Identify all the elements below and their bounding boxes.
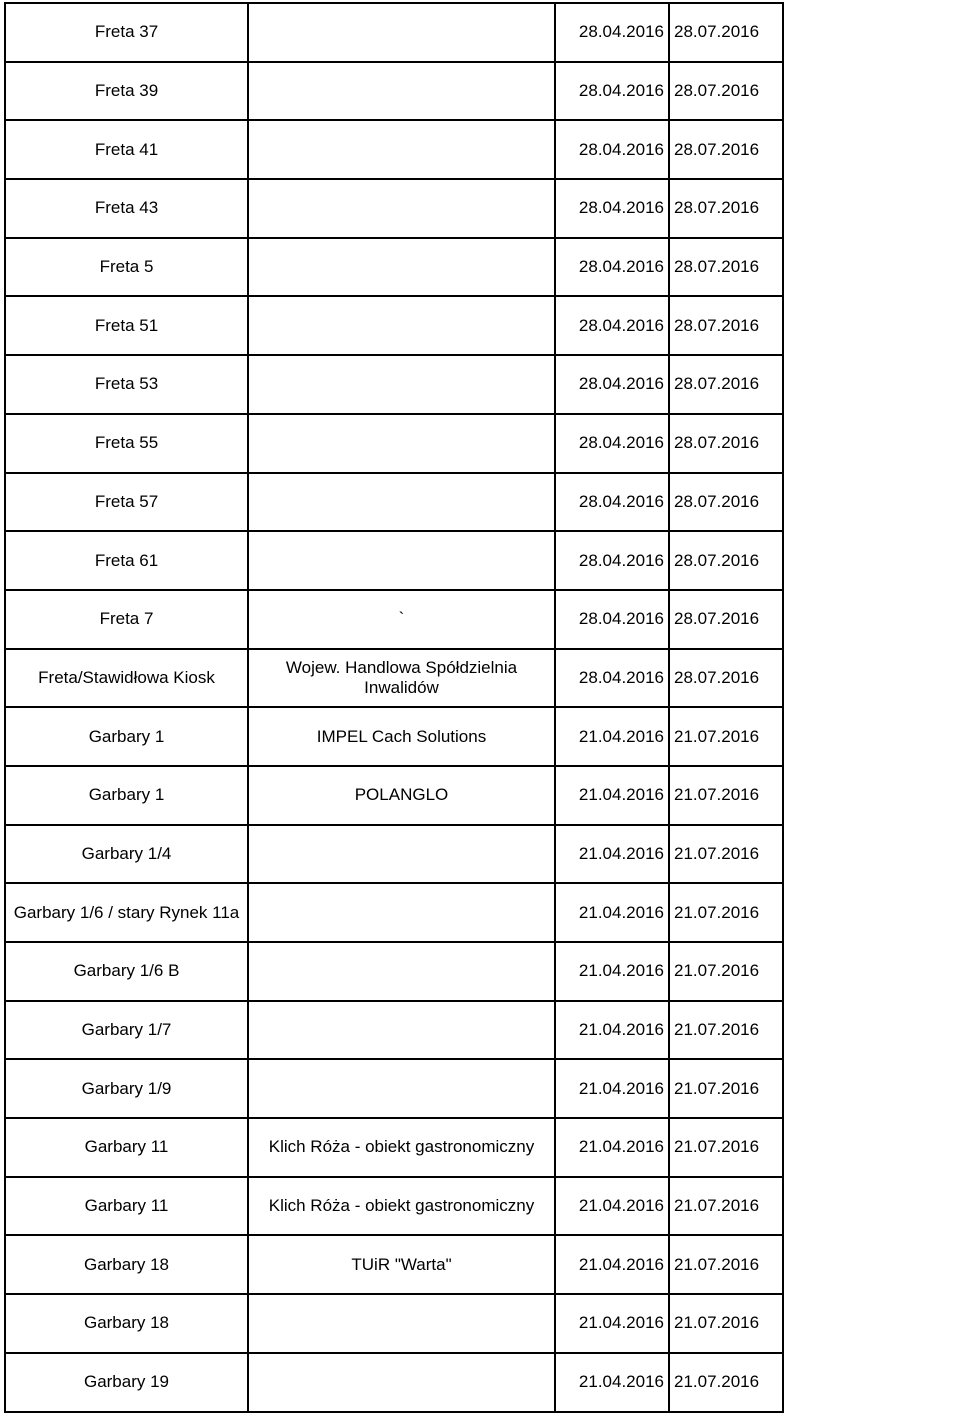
date-from-cell: 28.04.2016 <box>555 179 669 238</box>
table-row <box>5 649 783 708</box>
address-cell: Garbary 1/9 <box>5 1059 248 1118</box>
table-row <box>5 473 783 532</box>
address-cell: Freta 39 <box>5 62 248 121</box>
entity-cell <box>248 1059 555 1118</box>
address-cell: Garbary 1/6 B <box>5 942 248 1001</box>
date-to-cell: 28.07.2016 <box>669 296 783 355</box>
address-cell: Garbary 11 <box>5 1177 248 1236</box>
date-to-cell: 21.07.2016 <box>669 942 783 1001</box>
entity-cell <box>248 473 555 532</box>
date-from-cell: 28.04.2016 <box>555 473 669 532</box>
table-row <box>5 355 783 414</box>
table-row <box>5 883 783 942</box>
date-from-cell: 21.04.2016 <box>555 1235 669 1294</box>
date-to-cell: 21.07.2016 <box>669 883 783 942</box>
address-cell: Freta 55 <box>5 414 248 473</box>
entity-cell: Klich Róża - obiekt gastronomiczny <box>248 1118 555 1177</box>
date-from-cell: 21.04.2016 <box>555 825 669 884</box>
address-cell: Garbary 18 <box>5 1294 248 1353</box>
date-from-cell: 28.04.2016 <box>555 296 669 355</box>
date-to-cell: 21.07.2016 <box>669 1177 783 1236</box>
table-row <box>5 62 783 121</box>
date-from-cell: 21.04.2016 <box>555 1294 669 1353</box>
entity-cell <box>248 1001 555 1060</box>
date-from-cell: 21.04.2016 <box>555 1059 669 1118</box>
address-cell: Garbary 1/6 / stary Rynek 11a <box>5 883 248 942</box>
date-from-cell: 21.04.2016 <box>555 1118 669 1177</box>
table-row <box>5 707 783 766</box>
date-to-cell: 21.07.2016 <box>669 1294 783 1353</box>
date-from-cell: 21.04.2016 <box>555 1001 669 1060</box>
table-row <box>5 766 783 825</box>
address-cell: Freta 57 <box>5 473 248 532</box>
table-row <box>5 296 783 355</box>
table-row <box>5 590 783 649</box>
entity-cell: Wojew. Handlowa Spółdzielnia Inwalidów <box>248 649 555 708</box>
entity-cell <box>248 296 555 355</box>
date-from-cell: 28.04.2016 <box>555 649 669 708</box>
address-cell: Garbary 11 <box>5 1118 248 1177</box>
date-from-cell: 21.04.2016 <box>555 707 669 766</box>
date-to-cell: 21.07.2016 <box>669 1001 783 1060</box>
table-row <box>5 531 783 590</box>
date-from-cell: 21.04.2016 <box>555 942 669 1001</box>
entity-cell <box>248 942 555 1001</box>
table-row <box>5 238 783 297</box>
date-from-cell: 28.04.2016 <box>555 414 669 473</box>
date-from-cell: 28.04.2016 <box>555 355 669 414</box>
entity-cell: IMPEL Cach Solutions <box>248 707 555 766</box>
entity-cell <box>248 120 555 179</box>
date-to-cell: 28.07.2016 <box>669 238 783 297</box>
address-cell: Freta/Stawidłowa Kiosk <box>5 649 248 708</box>
document-table <box>4 2 784 1413</box>
date-from-cell: 21.04.2016 <box>555 883 669 942</box>
date-from-cell: 28.04.2016 <box>555 238 669 297</box>
entity-cell: Klich Róża - obiekt gastronomiczny <box>248 1177 555 1236</box>
address-cell: Freta 37 <box>5 3 248 62</box>
table-row <box>5 1235 783 1294</box>
date-to-cell: 28.07.2016 <box>669 414 783 473</box>
date-from-cell: 28.04.2016 <box>555 62 669 121</box>
date-to-cell: 21.07.2016 <box>669 825 783 884</box>
entity-cell <box>248 179 555 238</box>
date-to-cell: 28.07.2016 <box>669 62 783 121</box>
entity-cell: POLANGLO <box>248 766 555 825</box>
date-to-cell: 28.07.2016 <box>669 590 783 649</box>
entity-cell <box>248 62 555 121</box>
entity-cell: ` <box>248 590 555 649</box>
entity-cell <box>248 531 555 590</box>
table-row <box>5 1294 783 1353</box>
table-row <box>5 1118 783 1177</box>
address-cell: Freta 41 <box>5 120 248 179</box>
address-cell: Garbary 1 <box>5 766 248 825</box>
address-cell: Freta 61 <box>5 531 248 590</box>
entity-cell <box>248 238 555 297</box>
table-row <box>5 1059 783 1118</box>
entity-cell <box>248 1294 555 1353</box>
entity-cell <box>248 355 555 414</box>
date-from-cell: 21.04.2016 <box>555 1177 669 1236</box>
address-cell: Garbary 1/7 <box>5 1001 248 1060</box>
date-to-cell: 28.07.2016 <box>669 3 783 62</box>
entity-cell <box>248 825 555 884</box>
address-cell: Garbary 18 <box>5 1235 248 1294</box>
address-cell: Freta 5 <box>5 238 248 297</box>
table-body <box>5 3 783 1412</box>
entity-cell: TUiR "Warta" <box>248 1235 555 1294</box>
address-cell: Garbary 1/4 <box>5 825 248 884</box>
date-to-cell: 21.07.2016 <box>669 1059 783 1118</box>
date-from-cell: 28.04.2016 <box>555 120 669 179</box>
address-cell: Freta 51 <box>5 296 248 355</box>
date-to-cell: 28.07.2016 <box>669 179 783 238</box>
date-to-cell: 21.07.2016 <box>669 707 783 766</box>
table-row <box>5 3 783 62</box>
table-row <box>5 179 783 238</box>
table-row <box>5 1177 783 1236</box>
date-to-cell: 21.07.2016 <box>669 1235 783 1294</box>
table-row <box>5 1353 783 1412</box>
date-to-cell: 21.07.2016 <box>669 766 783 825</box>
date-to-cell: 28.07.2016 <box>669 531 783 590</box>
date-to-cell: 21.07.2016 <box>669 1118 783 1177</box>
table-row <box>5 942 783 1001</box>
date-from-cell: 28.04.2016 <box>555 590 669 649</box>
entity-cell <box>248 414 555 473</box>
address-cell: Garbary 19 <box>5 1353 248 1412</box>
address-cell: Garbary 1 <box>5 707 248 766</box>
entity-cell <box>248 3 555 62</box>
address-cell: Freta 53 <box>5 355 248 414</box>
table-row <box>5 120 783 179</box>
entity-cell <box>248 1353 555 1412</box>
date-to-cell: 28.07.2016 <box>669 355 783 414</box>
table-row <box>5 1001 783 1060</box>
entity-cell <box>248 883 555 942</box>
date-from-cell: 21.04.2016 <box>555 766 669 825</box>
date-from-cell: 28.04.2016 <box>555 3 669 62</box>
date-from-cell: 21.04.2016 <box>555 1353 669 1412</box>
date-to-cell: 21.07.2016 <box>669 1353 783 1412</box>
table-row <box>5 825 783 884</box>
date-to-cell: 28.07.2016 <box>669 649 783 708</box>
date-to-cell: 28.07.2016 <box>669 473 783 532</box>
date-from-cell: 28.04.2016 <box>555 531 669 590</box>
table-row <box>5 414 783 473</box>
address-cell: Freta 7 <box>5 590 248 649</box>
date-to-cell: 28.07.2016 <box>669 120 783 179</box>
address-cell: Freta 43 <box>5 179 248 238</box>
